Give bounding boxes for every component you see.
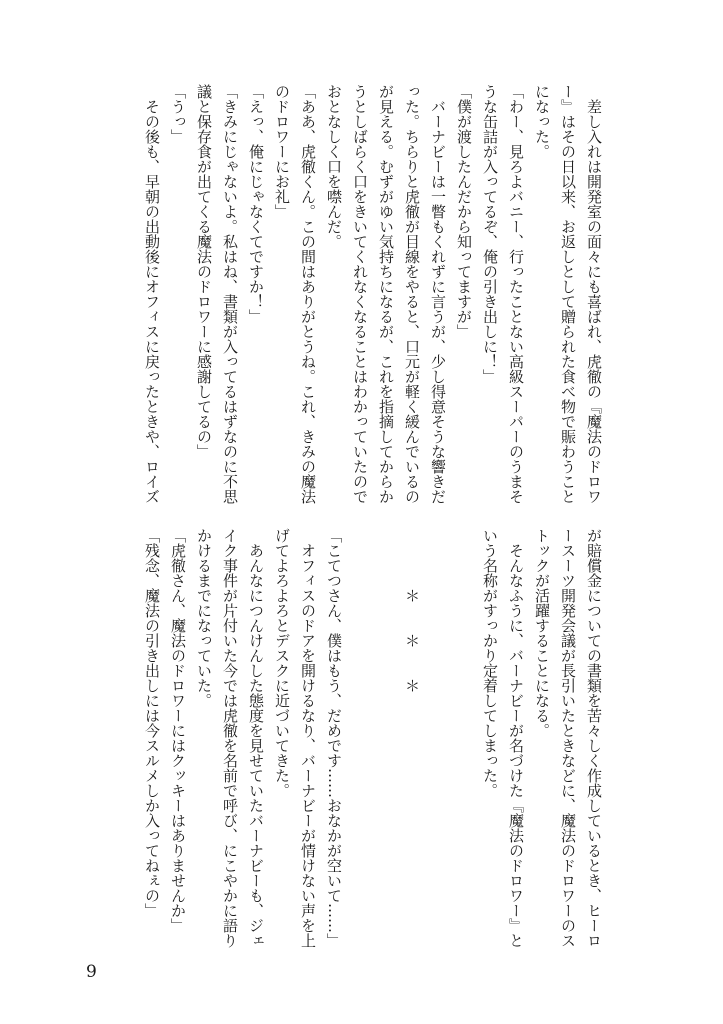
text-line — [347, 528, 373, 938]
text-line: 「こてつさん、僕はもう、だめです……おなかが空いて……」 — [325, 528, 343, 948]
text-line: ＊ ＊ ＊ — [403, 528, 421, 693]
text-line: かけるまでになっていた。 — [195, 528, 213, 708]
upper-text-column — [139, 84, 607, 504]
text-line: おとなしく口を噤んだ。 — [325, 84, 343, 249]
text-line: そんなふうに、バーナビーが名づけた『魔法のドロワー』と — [507, 528, 525, 948]
text-line: が賠償金についての書類を苦々しく作成しているとき、ヒーロ — [585, 528, 603, 948]
text-line: イク事件が片付いた今では虎徹を名前で呼び、にこやかに語り — [221, 528, 239, 948]
lower-text-column — [139, 528, 607, 948]
text-line: ースーツ開発会議が長引いたときなどに、魔法のドロワーのス — [559, 528, 577, 948]
text-line: いう名称がすっかり定着してしまった。 — [481, 528, 499, 798]
text-line: になった。 — [533, 84, 551, 159]
text-line: げてよろよろとデスクに近づいてきた。 — [273, 528, 291, 798]
text-line: った。ちらりと虎徹が目線をやると、口元が軽く緩んでいるの — [403, 84, 421, 504]
text-line: が見える。むずがゆい気持ちになるが、これを指摘してからか — [377, 84, 395, 504]
text-line: 「えっ、俺にじゃなくてですか！」 — [247, 84, 265, 324]
text-line: 「きみにじゃないよ。私はね、書類が入ってるはずなのに不思 — [221, 84, 239, 504]
text-line — [425, 528, 451, 938]
text-line: あんなにつんけんした態度を見せていたバーナビーも、ジェ — [247, 528, 265, 948]
text-line: 「残念、魔法の引き出しには今スルメしか入ってねぇの」 — [143, 528, 161, 918]
page-number: 9 — [86, 962, 97, 982]
text-line: バーナビーは一瞥もくれずに言うが、少し得意そうな響きだ — [429, 84, 447, 504]
text-line — [373, 528, 399, 938]
text-line: ー』はその日以来、お返しとして贈られた食べ物で賑わうこと — [559, 84, 577, 504]
text-line — [451, 528, 477, 938]
text-line: 「わー、見ろよバニー、行ったことない高級スーパーのうまそ — [507, 84, 525, 504]
text-line: のドロワーにお礼」 — [273, 84, 291, 219]
text-line: 「ああ、虎徹くん。この間はありがとうね。これ、きみの魔法 — [299, 84, 317, 504]
text-line: 「僕が渡したんだから知ってますが」 — [455, 84, 473, 339]
text-line: 議と保存食が出てくる魔法のドロワーに感謝してるの」 — [195, 84, 213, 459]
text-line: うな缶詰が入ってるぞ、俺の引き出しに！」 — [481, 84, 499, 384]
text-line: オフィスのドアを開けるなり、バーナビーが情けない声を上 — [299, 528, 317, 948]
text-line: 「虎徹さん、魔法のドロワーにはクッキーはありませんか」 — [169, 528, 187, 933]
text-line: 差し入れは開発室の面々にも喜ばれ、虎徹の『魔法のドロワ — [585, 84, 603, 504]
text-line: うとしばらく口をきいてくれなくなることはわかっていたので — [351, 84, 369, 504]
text-line: その後も、早朝の出動後にオフィスに戻ったときや、ロイズ — [143, 84, 161, 504]
text-line: トックが活躍することになる。 — [533, 528, 551, 738]
text-line: 「うっ」 — [169, 84, 187, 144]
